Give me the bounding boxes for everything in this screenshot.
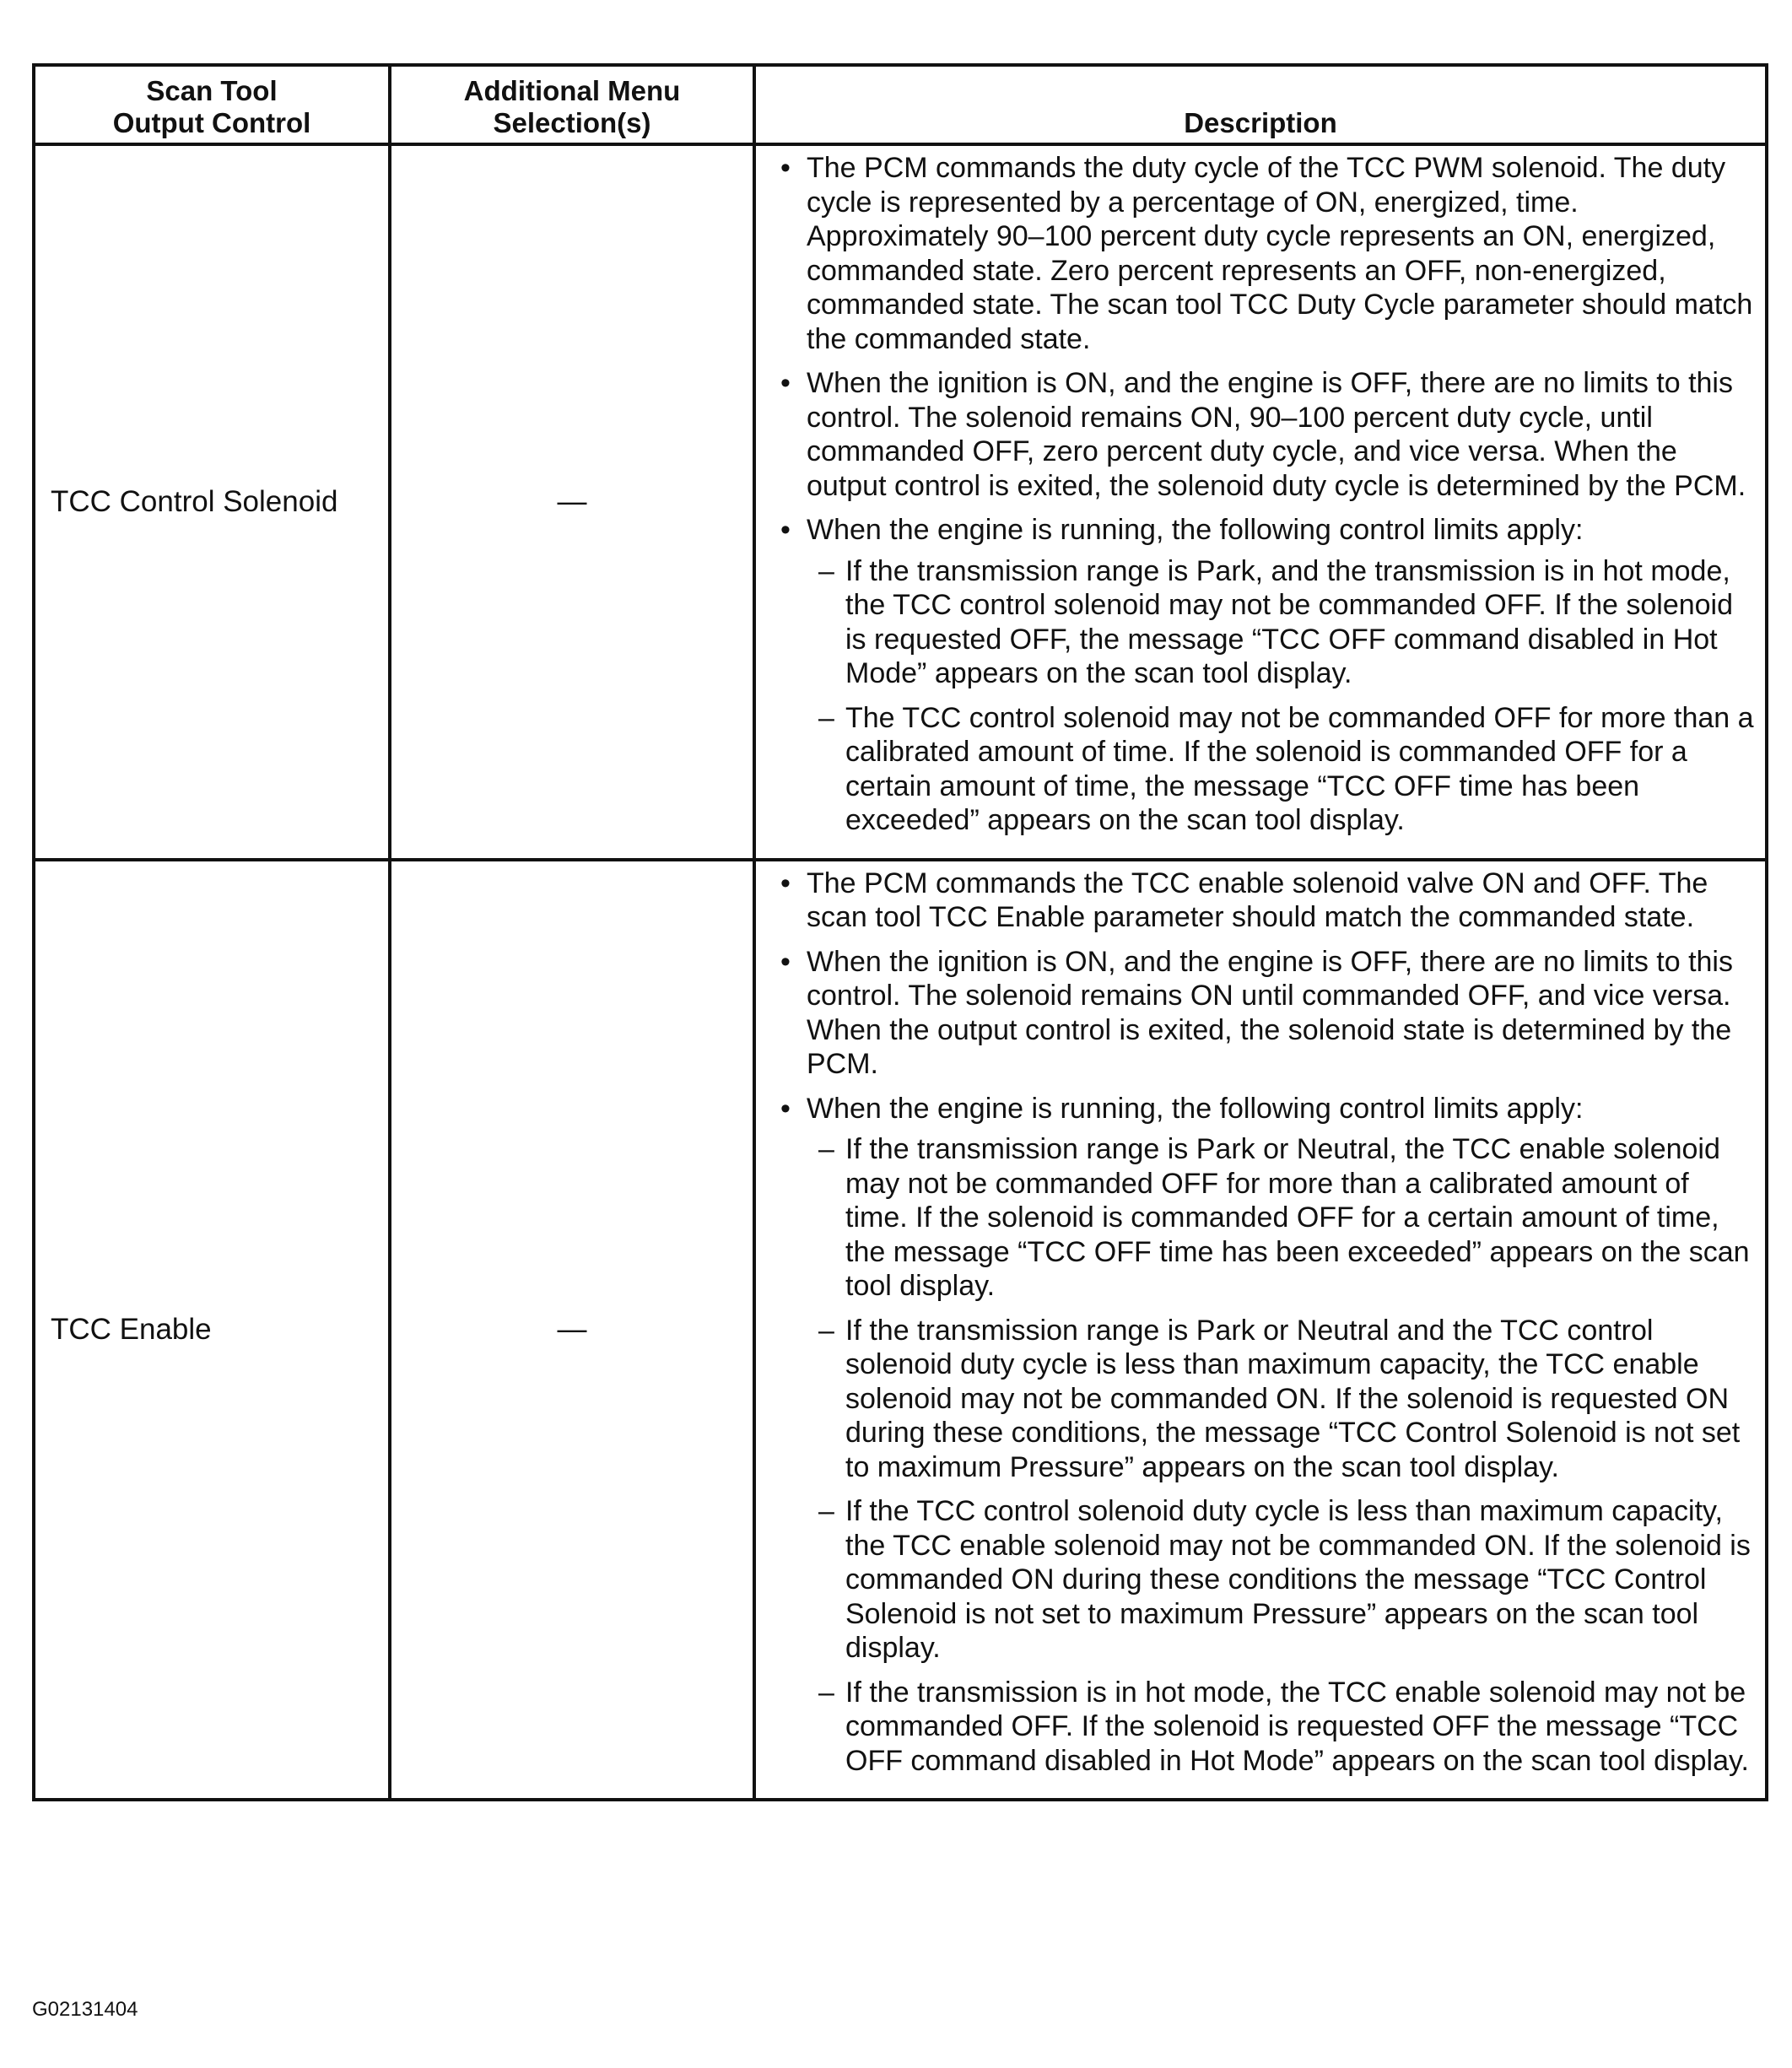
dash-marker: – <box>818 701 834 734</box>
dash-marker: – <box>818 1495 834 1527</box>
bullet-item <box>780 513 1758 838</box>
figure-id: G02131404 <box>32 1998 138 2021</box>
output-control-table <box>32 63 1765 1801</box>
dash-marker: – <box>818 1676 834 1709</box>
bullet-item <box>780 366 1758 503</box>
bullet-text: When the ignition is ON, and the engine is OFF, there are no limits to this control. The solenoid remains ON, 90–100 percent duty cycle, until commanded OFF, zero percent duty cycle, and vice versa. When the output control is exited, the solenoid duty cycle is determined by the PCM. <box>807 367 1746 502</box>
sub-item <box>818 701 1758 838</box>
bullet-list <box>756 151 1758 838</box>
bullet-item <box>780 867 1758 935</box>
table-row <box>34 860 1767 1801</box>
header-col2-label: Additional Menu Selection(s) <box>463 75 681 138</box>
bullet-list <box>756 867 1758 1779</box>
sub-item <box>818 554 1758 691</box>
header-col3-label: Description <box>1184 107 1337 138</box>
bullet-marker: • <box>780 152 791 184</box>
header-scan-tool-output-control <box>34 65 390 144</box>
header-additional-menu-selections <box>390 65 754 144</box>
bullet-marker: • <box>780 945 791 978</box>
bullet-item <box>780 1092 1758 1779</box>
header-col1-label: Scan Tool Output Control <box>112 75 311 138</box>
menu-selection-cell: — <box>390 144 754 860</box>
bullet-marker: • <box>780 867 791 899</box>
header-description <box>754 65 1767 144</box>
table <box>32 63 1768 1801</box>
dash-marker: – <box>818 1133 834 1165</box>
table-row <box>34 144 1767 860</box>
sub-item-text: If the transmission range is Park or Neutral, the TCC enable solenoid may not be commanded OFF for more than a calibrated amount of time. If the solenoid is commanded OFF for a certain amount of time, the message “TCC OFF time has been exceeded” appears on the scan tool display. <box>845 1133 1750 1302</box>
dash-marker: – <box>818 554 834 587</box>
dash-marker: – <box>818 1314 834 1347</box>
sub-item <box>818 1314 1758 1485</box>
bullet-text: The PCM commands the TCC enable solenoid valve ON and OFF. The scan tool TCC Enable parameter should match the commanded state. <box>807 867 1708 933</box>
sub-item-text: If the transmission is in hot mode, the TCC enable solenoid may not be commanded OFF. If the solenoid is requested OFF the message “TCC OFF command disabled in Hot Mode” appears on the scan tool display. <box>845 1676 1749 1777</box>
bullet-marker: • <box>780 1092 791 1125</box>
sub-item-text: If the transmission range is Park, and the transmission is in hot mode, the TCC control solenoid may not be commanded OFF. If the solenoid is requested OFF, the message “TCC OFF command disabled in Hot Mode” appears on the scan tool display. <box>845 554 1734 689</box>
bullet-text: When the ignition is ON, and the engine is OFF, there are no limits to this control. The solenoid remains ON until commanded OFF, and vice versa. When the output control is exited, the solenoid state is determined by the PCM. <box>807 945 1733 1080</box>
sub-item-text: If the transmission range is Park or Neutral and the TCC control solenoid duty cycle is less than maximum capacity, the TCC enable solenoid may not be commanded ON. If the solenoid is requested ON during these conditions, the message “TCC Control Solenoid is not set to maximum Pressure” appears on the scan tool display. <box>845 1314 1741 1483</box>
sub-item-text: If the TCC control solenoid duty cycle is less than maximum capacity, the TCC enable solenoid may not be commanded ON. If the solenoid is commanded ON during these conditions the message “TCC Control Solenoid is not set to maximum Pressure” appears on the scan tool display. <box>845 1495 1751 1664</box>
header-row <box>34 65 1767 144</box>
bullet-text: The PCM commands the duty cycle of the TCC PWM solenoid. The duty cycle is represented by a percentage of ON, energized, time. Approximately 90–100 percent duty cycle represents an ON, energized, commanded state. Zero percent represents an OFF, non-energized, commanded state. The scan tool TCC Duty Cycle parameter should match the commanded state. <box>807 152 1753 355</box>
sub-list <box>807 1132 1758 1778</box>
sub-item <box>818 1132 1758 1304</box>
output-control-cell: TCC Enable <box>34 860 390 1801</box>
bullet-item <box>780 151 1758 356</box>
output-control-cell: TCC Control Solenoid <box>34 144 390 860</box>
sub-item <box>818 1676 1758 1779</box>
sub-list <box>807 554 1758 838</box>
bullet-item <box>780 945 1758 1082</box>
bullet-text: When the engine is running, the following control limits apply: <box>807 514 1584 546</box>
bullet-marker: • <box>780 367 791 399</box>
menu-selection-cell: — <box>390 860 754 1801</box>
description-cell <box>754 144 1767 860</box>
bullet-marker: • <box>780 514 791 546</box>
description-cell <box>754 860 1767 1801</box>
bullet-text: When the engine is running, the following control limits apply: <box>807 1092 1584 1125</box>
sub-item <box>818 1494 1758 1666</box>
sub-item-text: The TCC control solenoid may not be commanded OFF for more than a calibrated amount of time. If the solenoid is commanded OFF for a certain amount of time, the message “TCC OFF time has been exceeded” appears on the scan tool display. <box>845 701 1754 836</box>
